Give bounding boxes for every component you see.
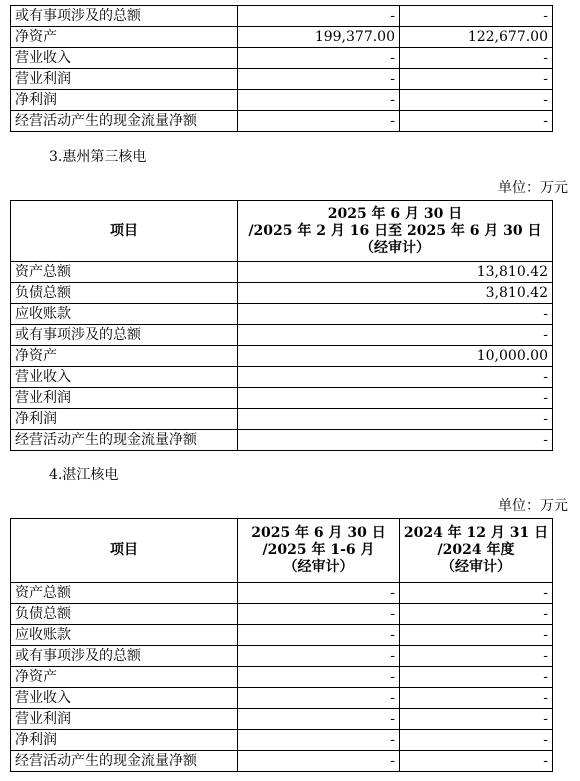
row-label: 净利润 bbox=[11, 730, 238, 751]
table-huizhou bbox=[10, 200, 553, 451]
table-row bbox=[11, 409, 553, 430]
row-value: - bbox=[238, 709, 400, 730]
row-value: - bbox=[400, 646, 553, 667]
section-4-title: 4.湛江核电 bbox=[49, 467, 119, 483]
table-header bbox=[11, 201, 553, 262]
table-row bbox=[11, 304, 553, 325]
row-label: 或有事项涉及的总额 bbox=[11, 325, 238, 346]
row-value: - bbox=[400, 90, 553, 111]
section-3-title: 3.惠州第三核电 bbox=[49, 149, 147, 165]
row-value: - bbox=[400, 667, 553, 688]
table-row bbox=[11, 688, 553, 709]
table-row bbox=[11, 325, 553, 346]
table-zhanjiang bbox=[10, 518, 553, 772]
table-row bbox=[11, 27, 553, 48]
row-value: - bbox=[400, 583, 553, 604]
row-label: 营业利润 bbox=[11, 388, 238, 409]
row-value: - bbox=[238, 751, 400, 772]
row-value: - bbox=[238, 730, 400, 751]
row-label: 净利润 bbox=[11, 90, 238, 111]
table-row bbox=[11, 262, 553, 283]
row-label: 资产总额 bbox=[11, 262, 238, 283]
header-line: /2024 年度 bbox=[437, 542, 515, 558]
row-value: - bbox=[238, 304, 553, 325]
header-line: /2025 年 1-6 月 bbox=[262, 542, 375, 558]
row-value: 10,000.00 bbox=[238, 346, 553, 367]
table-row bbox=[11, 583, 553, 604]
row-value: - bbox=[400, 604, 553, 625]
table-row bbox=[11, 430, 553, 451]
header-line: 2025 年 6 月 30 日 bbox=[327, 205, 463, 222]
table-row bbox=[11, 388, 553, 409]
section-4-unit: 单位：万元 bbox=[498, 498, 568, 514]
header-line: （经审计） bbox=[441, 559, 511, 575]
header-item: 项目 bbox=[11, 201, 238, 262]
row-value: - bbox=[400, 625, 553, 646]
table-row bbox=[11, 367, 553, 388]
row-label: 营业收入 bbox=[11, 48, 238, 69]
row-label: 经营活动产生的现金流量净额 bbox=[11, 430, 238, 451]
row-value: - bbox=[400, 709, 553, 730]
row-value: - bbox=[238, 646, 400, 667]
header-item: 项目 bbox=[11, 519, 238, 583]
row-value: - bbox=[238, 430, 553, 451]
row-value: - bbox=[238, 367, 553, 388]
row-label: 净资产 bbox=[11, 667, 238, 688]
header-period bbox=[238, 201, 553, 262]
row-value: - bbox=[238, 111, 400, 132]
row-label: 经营活动产生的现金流量净额 bbox=[11, 111, 238, 132]
row-value: - bbox=[400, 48, 553, 69]
header-line: 2024 年 12 月 31 日 bbox=[403, 525, 549, 541]
row-value: - bbox=[238, 325, 553, 346]
row-value: - bbox=[238, 604, 400, 625]
table-row bbox=[11, 646, 553, 667]
row-value: - bbox=[238, 388, 553, 409]
header-line: （经审计） bbox=[360, 239, 430, 256]
row-value: - bbox=[400, 688, 553, 709]
table-row bbox=[11, 751, 553, 772]
table-row bbox=[11, 90, 553, 111]
header-period-1 bbox=[238, 519, 400, 583]
row-value: - bbox=[238, 69, 400, 90]
row-label: 应收账款 bbox=[11, 625, 238, 646]
row-value: - bbox=[238, 667, 400, 688]
row-value: - bbox=[238, 688, 400, 709]
table-row bbox=[11, 730, 553, 751]
row-label: 营业利润 bbox=[11, 69, 238, 90]
section-3-unit: 单位：万元 bbox=[498, 180, 568, 196]
table-header bbox=[11, 519, 553, 583]
row-label: 资产总额 bbox=[11, 583, 238, 604]
table-row bbox=[11, 604, 553, 625]
row-label: 或有事项涉及的总额 bbox=[11, 646, 238, 667]
header-line: /2025 年 2 月 16 日至 2025 年 6 月 30 日 bbox=[248, 222, 542, 239]
row-value: 199,377.00 bbox=[238, 27, 400, 48]
table-row bbox=[11, 48, 553, 69]
row-value: - bbox=[400, 69, 553, 90]
row-value: - bbox=[238, 409, 553, 430]
header-line: 2025 年 6 月 30 日 bbox=[251, 525, 386, 541]
table-previous-entity bbox=[10, 5, 553, 132]
table-row bbox=[11, 625, 553, 646]
row-value: - bbox=[238, 48, 400, 69]
header-period-2 bbox=[400, 519, 553, 583]
row-value: - bbox=[238, 90, 400, 111]
row-value: - bbox=[400, 751, 553, 772]
table-row bbox=[11, 709, 553, 730]
row-label: 净资产 bbox=[11, 346, 238, 367]
row-value: 3,810.42 bbox=[238, 283, 553, 304]
table-row bbox=[11, 667, 553, 688]
row-label: 或有事项涉及的总额 bbox=[11, 6, 238, 27]
row-label: 负债总额 bbox=[11, 283, 238, 304]
row-label: 营业利润 bbox=[11, 709, 238, 730]
table-row bbox=[11, 283, 553, 304]
row-label: 经营活动产生的现金流量净额 bbox=[11, 751, 238, 772]
header-line: （经审计） bbox=[283, 559, 354, 575]
row-label: 净资产 bbox=[11, 27, 238, 48]
table-row bbox=[11, 69, 553, 90]
row-label: 净利润 bbox=[11, 409, 238, 430]
row-value: - bbox=[238, 583, 400, 604]
row-value: - bbox=[400, 730, 553, 751]
row-value: - bbox=[238, 6, 400, 27]
row-label: 应收账款 bbox=[11, 304, 238, 325]
row-value: 13,810.42 bbox=[238, 262, 553, 283]
row-label: 营业收入 bbox=[11, 367, 238, 388]
row-value: - bbox=[400, 111, 553, 132]
row-value: - bbox=[238, 625, 400, 646]
table-row bbox=[11, 111, 553, 132]
row-value: - bbox=[400, 6, 553, 27]
row-value: 122,677.00 bbox=[400, 27, 553, 48]
table-row bbox=[11, 6, 553, 27]
table-row bbox=[11, 346, 553, 367]
row-label: 营业收入 bbox=[11, 688, 238, 709]
row-label: 负债总额 bbox=[11, 604, 238, 625]
